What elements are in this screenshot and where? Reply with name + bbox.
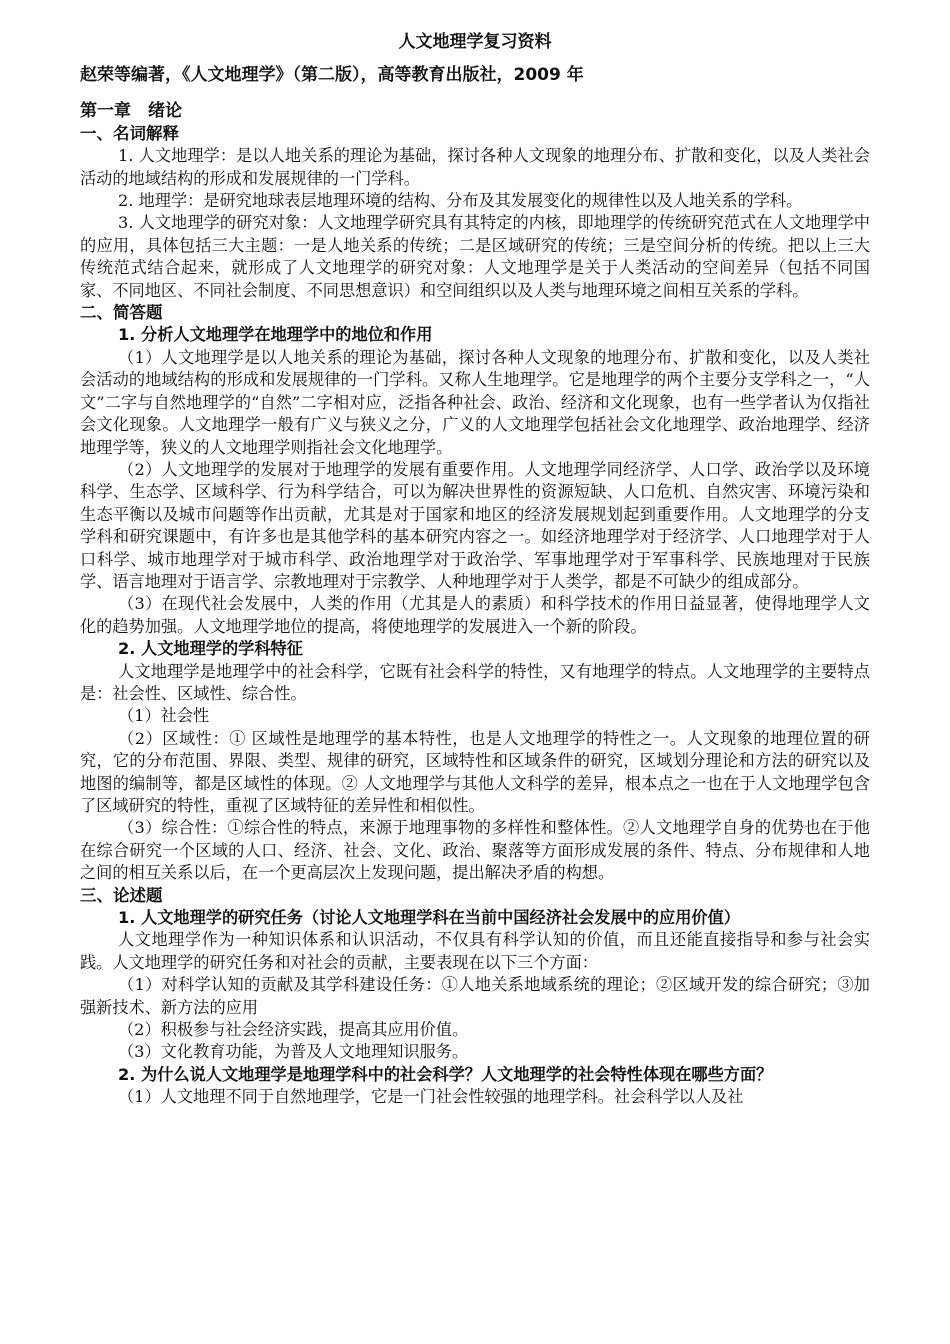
- definition-paragraph: 2. 地理学：是研究地球表层地理环境的结构、分布及其发展变化的规律性以及人地关系的学科。: [118, 191, 803, 211]
- answer-paragraph: 人文地理学是地理学中的社会科学，它既有社会科学的特性，又有地理学的特点。人文地理学的主要特点是：社会性、区域性、综合性。: [80, 661, 870, 703]
- question-heading: 2. 人文地理学的学科特征: [118, 639, 303, 659]
- answer-paragraph: （2）人文地理学的发展对于地理学的发展有重要作用。人文地理学同经济学、人口学、政治学以及环境科学、生态学、区域科学、行为科学结合，可以为解决世界性的资源短缺、人口危机、自然灾害、环境污染和生态平衡以及城市问题等作出贡献，尤其是对于国家和地区的经济发展规划起到重要作用。人文地理学的分支学科和研究课题中，有许多也是其他学科的基本研究内容之一。如经济地理学对于经济学、人口地理学对于人口科学、城市地理学对于城市科学、政治地理学对于政治学、军事地理学对于军事科学、民族地理对于民族学、语言地理对于语言学、宗教地理对于宗教学、人种地理学对于人类学，都是不可缺少的组成部分。: [80, 459, 870, 591]
- answer-paragraph: （1）对科学认知的贡献及其学科建设任务：①人地关系地域系统的理论；②区域开发的综合研究；③加强新技术、新方法的应用: [80, 975, 870, 1017]
- answer-paragraph: （3）综合性：①综合性的特点，来源于地理事物的多样性和整体性。②人文地理学自身的优势也在于他在综合研究一个区域的人口、经济、社会、文化、政治、聚落等方面形成发展的条件、特点、分布规律和人地之间的相互关系以后，在一个更高层次上发现问题，提出解决矛盾的构想。: [80, 818, 870, 883]
- chapter-heading: 第一章 绪论: [80, 101, 182, 122]
- definition-paragraph: 3. 人文地理学的研究对象：人文地理学研究具有其特定的内核，即地理学的传统研究范式在人文地理学中的应用，具体包括三大主题：一是人地关系的传统；二是区域研究的传统；三是空间分析的传统。把以上三大传统范式结合起来，就形成了人文地理学的研究对象：人文地理学是关于人类活动的空间差异（包括不同国家、不同地区、不同社会制度、不同思想意识）和空间组织以及人类与地理环境之间相互关系的学科。: [80, 213, 870, 300]
- answer-paragraph: （3）文化教育功能，为普及人文地理知识服务。: [118, 1042, 469, 1062]
- section-heading-short-answer: 二、简答题: [80, 303, 163, 323]
- document-title: 人文地理学复习资料: [398, 32, 552, 52]
- answer-paragraph: （3）在现代社会发展中，人类的作用（尤其是人的素质）和科学技术的作用日益显著，使得地理学人文化的趋势加强。人文地理学地位的提高，将使地理学的发展进入一个新的阶段。: [80, 594, 870, 636]
- question-heading: 1. 分析人文地理学在地理学中的地位和作用: [118, 325, 433, 345]
- section-heading-essay: 三、论述题: [80, 885, 163, 905]
- answer-paragraph: （2）积极参与社会经济实践，提高其应用价值。: [118, 1020, 469, 1040]
- question-heading: 1. 人文地理学的研究任务（讨论人文地理学科在当前中国经济社会发展中的应用价值）: [118, 908, 740, 928]
- answer-paragraph: （1）社会性: [118, 706, 210, 726]
- answer-paragraph: （1）人文地理不同于自然地理学，它是一门社会性较强的地理学科。社会科学以人及社: [118, 1087, 744, 1107]
- answer-paragraph: 人文地理学作为一种知识体系和认识活动，不仅具有科学认知的价值，而且还能直接指导和参与社会实践。人文地理学的研究任务和对社会的贡献，主要表现在以下三个方面：: [80, 930, 870, 972]
- answer-paragraph: （1）人文地理学是以人地关系的理论为基础，探讨各种人文现象的地理分布、扩散和变化，以及人类社会活动的地域结构的形成和发展规律的一门学科。又称人生地理学。它是地理学的两个主要分支学科之一，“人文”二字与自然地理学的“自然”二字相对应，泛指各种社会、政治、经济和文化现象，也有一些学者认为仅指社会文化现象。人文地理学一般有广义与狭义之分，广义的人文地理学包括社会文化地理学、政治地理学、经济地理学等，狭义的人文地理学则指社会文化地理学。: [80, 347, 870, 457]
- question-heading: 2. 为什么说人文地理学是地理学科中的社会科学？人文地理学的社会特性体现在哪些方面？: [118, 1064, 773, 1084]
- answer-paragraph: （2）区域性：① 区域性是地理学的基本特性，也是人文地理学的特性之一。人文现象的地理位置的研究，它的分布范围、界限、类型、规律的研究，区域特性和区域条件的研究，区域划分理论和方法的研究以及地图的编制等，都是区域性的体现。② 人文地理学与其他人文科学的差异，根本点之一也在于人文地理学包含了区域研究的特性，重视了区域特征的差异性和相似性。: [80, 728, 870, 815]
- definition-paragraph: 1. 人文地理学：是以人地关系的理论为基础，探讨各种人文现象的地理分布、扩散和变化，以及人类社会活动的地域结构的形成和发展规律的一门学科。: [80, 146, 870, 188]
- section-heading-definitions: 一、名词解释: [80, 123, 179, 143]
- book-citation: 赵荣等编著，《人文地理学》（第二版），高等教育出版社，2009 年: [80, 65, 584, 85]
- document-page: [80, 30, 870, 1109]
